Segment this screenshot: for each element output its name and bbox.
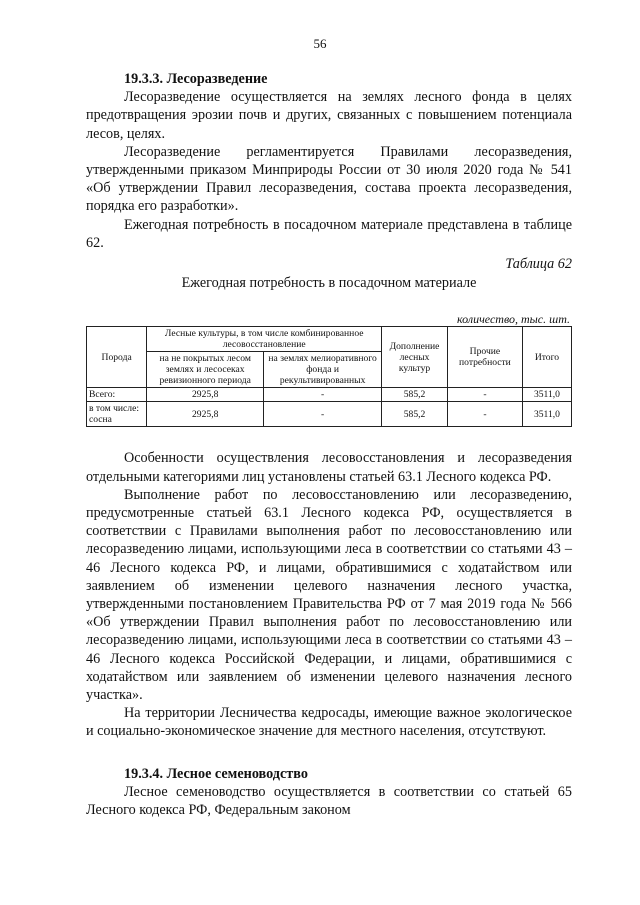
paragraph: Особенности осуществления лесовосстановления и лесоразведения отдельными категориями лиц установлены статьей 63.1 Лесного кодекса РФ. [86, 450, 572, 485]
cell-reclamation: - [264, 402, 382, 427]
cell-uncovered: 2925,8 [147, 402, 264, 427]
paragraph: Лесоразведение осуществляется на землях лесного фонда в целях предотвращения эрозии почв и других, связанных с повышением потенциала лесов, целях. [86, 89, 572, 142]
cell-supplement: 585,2 [382, 388, 448, 402]
page-number: 56 [313, 36, 327, 51]
header-forest-crops: Лесные культуры, в том числе комбинированное лесовосстановление [147, 327, 382, 352]
section-heading-seed-production: 19.3.4. Лесное семеноводство [124, 765, 308, 782]
table-units: количество, тыс. шт. [456, 312, 570, 327]
paragraph: Ежегодная потребность в посадочном материале представлена в таблице 62. [86, 216, 572, 251]
section-heading-afforestation: 19.3.3. Лесоразведение [124, 71, 268, 87]
cell-total: 3511,0 [522, 388, 571, 402]
cell-reclamation: - [264, 388, 382, 402]
cell-supplement: 585,2 [382, 402, 448, 427]
header-other: Прочие потребности [447, 327, 522, 388]
planting-material-table [86, 326, 572, 427]
cell-other: - [447, 388, 522, 402]
header-supplement: Дополнение лесных культур [382, 327, 448, 388]
table-title: Ежегодная потребность в посадочном материале [181, 275, 477, 292]
header-reclamation: на землях мелиоративного фонда и рекультивированных [264, 352, 382, 388]
paragraph: На территории Лесничества кедросады, имеющие важное экологическое и социально-экономическое значение для местного населения, отсутствуют. [86, 705, 572, 740]
paragraph: Лесоразведение регламентируется Правилами лесоразведения, утвержденными приказом Минприроды России от 30 июля 2020 года № 541 «Об утверждении Правил лесоразведения, состава проекта лесоразведения, порядка его разработки». [86, 143, 572, 215]
page-content [86, 70, 572, 819]
cell-species: Всего: [87, 388, 147, 402]
cell-uncovered: 2925,8 [147, 388, 264, 402]
paragraph: Выполнение работ по лесовосстановлению или лесоразведению, предусмотренные статьей 63.1 Лесного кодекса РФ, осуществляется в соответствии с Правилами выполнения работ по лесовосстановлению или лесоразведению лицами, использующими леса в соответствии со статьями 43 – 46 Лесного кодекса РФ, и лицами, обратившимися с ходатайством или заявлением об изменении целевого назначения лесного участка, утвержденными постановлением Правительства РФ от 7 мая 2019 года № 566 «Об утверждении Правил выполнения работ по лесовосстановлению или лесоразведению лицами, использующими леса в соответствии со статьями 43 – 46 Лесного кодекса Российской Федерации, и лицами, обратившимися с ходатайством или заявлением об изменении целевого назначения лесного участка». [86, 486, 572, 704]
cell-species: в том числе: сосна [87, 402, 147, 427]
table-row [87, 388, 572, 402]
paragraph: Лесное семеноводство осуществляется в соответствии со статьей 65 Лесного кодекса РФ, Федеральным законом [86, 783, 572, 819]
cell-total: 3511,0 [522, 402, 571, 427]
header-species: Порода [87, 327, 147, 388]
table-label: Таблица 62 [505, 256, 572, 273]
header-total: Итого [522, 327, 571, 388]
table-row [87, 402, 572, 427]
cell-other: - [447, 402, 522, 427]
header-uncovered: на не покрытых лесом землях и лесосеках ревизионного периода [147, 352, 264, 388]
